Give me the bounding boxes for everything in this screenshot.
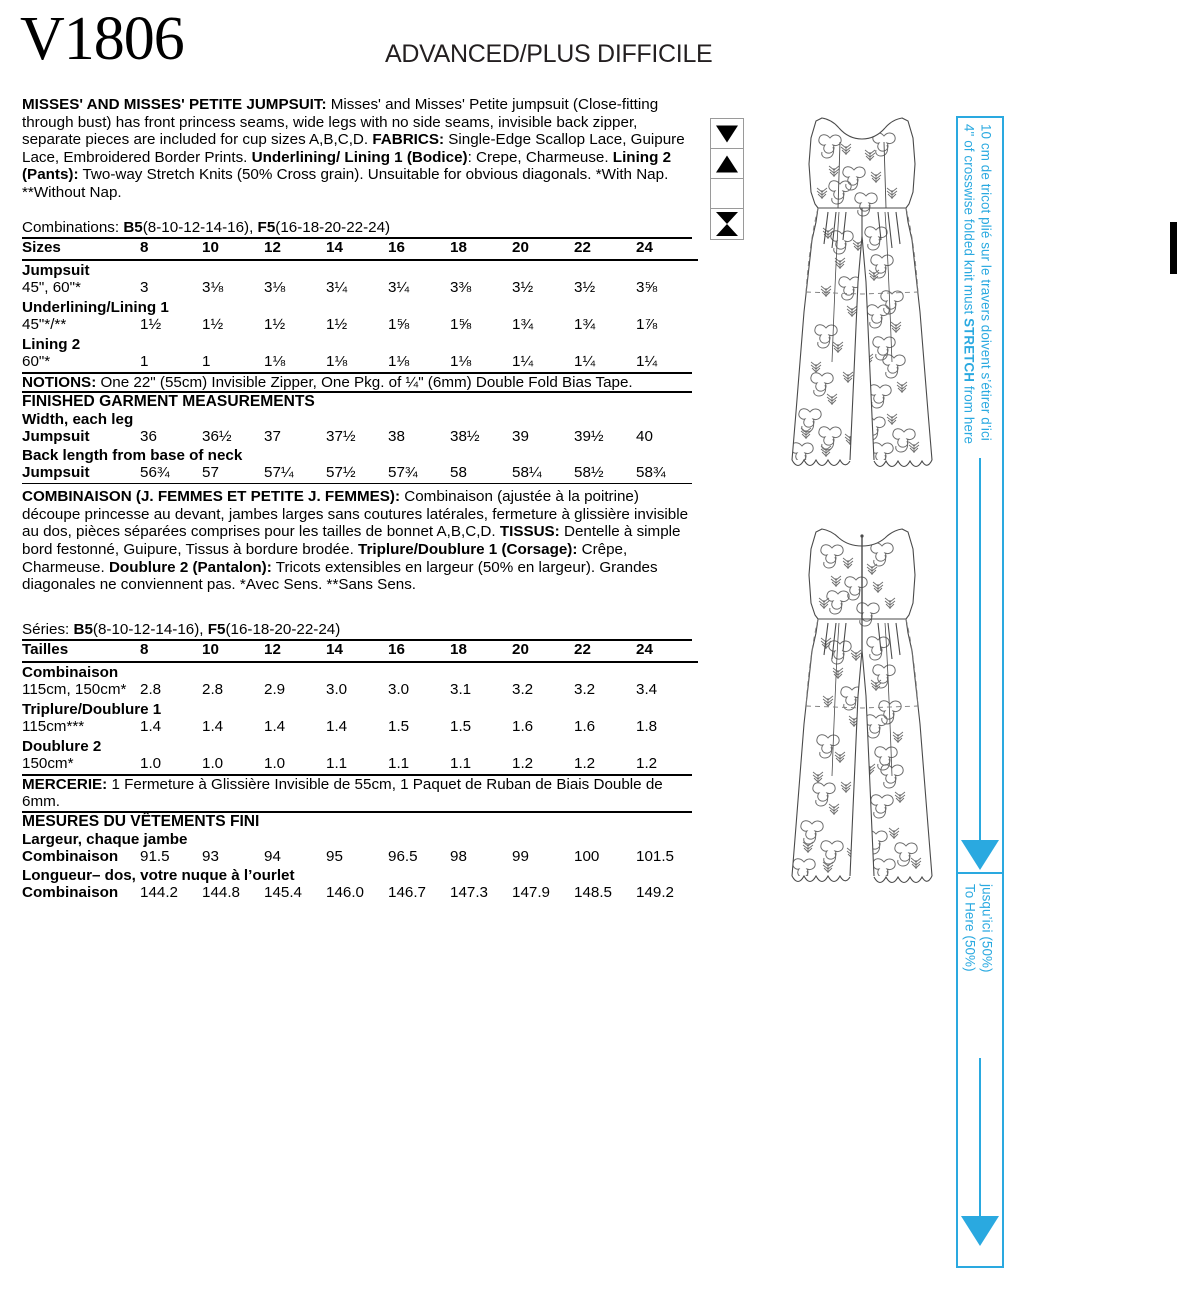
yardage-values-row: [22, 718, 698, 737]
back-scallop-hem: [792, 876, 932, 883]
yardage-value: 1⅛: [264, 352, 286, 370]
nap-symbol-box: [710, 118, 744, 240]
yardage-values-row: [22, 681, 698, 700]
size-header-label: Sizes: [22, 238, 61, 256]
fgm-heading-row: Back length from base of neck: [22, 447, 243, 465]
yardage-width-label: 115cm***: [22, 717, 85, 735]
size-col-16: 16: [388, 640, 405, 658]
yardage-value: 3: [140, 278, 149, 296]
yardage-value: 1⅝: [388, 315, 410, 333]
triangle-down-icon: [716, 125, 738, 142]
yardage-value: 1.2: [512, 754, 534, 772]
yardage-width-label: 45"*/**: [22, 315, 67, 333]
yardage-value: 1.1: [388, 754, 410, 772]
yardage-value: 3.4: [636, 680, 658, 698]
size-header-label: Tailles: [22, 640, 69, 658]
fgm-value: 101.5: [636, 847, 675, 865]
size-col-18: 18: [450, 640, 467, 658]
hourglass-icon: [716, 212, 738, 236]
yardage-group-row: Underlining/Lining 1: [22, 298, 169, 316]
fgm-value: 149.2: [636, 883, 675, 901]
yardage-value: 1¾: [574, 315, 596, 333]
fgm-value: 146.7: [388, 883, 427, 901]
yardage-value: 3⅛: [202, 278, 224, 296]
fgm-value: 91.5: [140, 847, 170, 865]
fgm-row-label: Jumpsuit: [22, 428, 90, 446]
front-outline: [792, 118, 932, 460]
french-fgm-title: MESURES DU VÊTEMENTS FINI: [22, 812, 260, 830]
fgm-value: 58: [450, 464, 467, 482]
fgm-values-row: [22, 884, 698, 903]
fgm-value: 36: [140, 428, 157, 446]
yardage-values-row: [22, 353, 698, 372]
fgm-value: 57½: [326, 464, 356, 482]
yardage-value: 3¼: [388, 278, 410, 296]
stretch-gauge: [956, 116, 1004, 1268]
fgm-value: 144.2: [140, 883, 179, 901]
gauge-arrow-bottom-icon: [961, 1216, 999, 1246]
fgm-value: 96.5: [388, 847, 418, 865]
yardage-value: 3.2: [512, 680, 534, 698]
english-fgm-title: FINISHED GARMENT MEASUREMENTS: [22, 393, 315, 411]
size-col-16: 16: [388, 238, 405, 256]
fgm-value: 145.4: [264, 883, 303, 901]
french-yardage-body: [22, 641, 698, 774]
yardage-values-row: [22, 279, 698, 298]
jumpsuit-front-view: [782, 112, 942, 484]
english-description: MISSES' AND MISSES' PETITE JUMPSUIT: Misses' and Misses' Petite jumpsuit (Close-fitting through bust) has front princess seams, wide legs with no side seams, invisible back zipper, separate pieces are included for cup sizes A,B,C,D. FABRICS: Single-Edge Scallop Lace, Guipure Lace, Embroidered Border Prints. Underlining/ Lining 1 (Bodice): Crepe, Charmeuse. Lining 2 (Pants): Two-way Stretch Knits (50% Cross grain). Unsuitable for obvious diagonals. *With Nap. **Without Nap.: [22, 96, 685, 201]
yardage-group-row: Jumpsuit: [22, 261, 90, 279]
size-header-row: [22, 641, 698, 658]
yardage-group-row: Doublure 2: [22, 737, 102, 755]
yardage-value: 1.4: [140, 717, 162, 735]
fgm-value: 148.5: [574, 883, 613, 901]
yardage-group-row: Combinaison: [22, 663, 119, 681]
fgm-row-label: Combinaison: [22, 883, 119, 901]
yardage-value: 1⅞: [636, 315, 658, 333]
fgm-value: 39½: [574, 428, 604, 446]
fgm-values-row: [22, 848, 698, 867]
yardage-value: 1⅛: [450, 352, 472, 370]
yardage-value: 1⅝: [450, 315, 472, 333]
fgm-value: 99: [512, 847, 529, 865]
fgm-value: 58½: [574, 464, 604, 482]
english-combinations: Combinations: B5(8-10-12-14-16), F5(16-18-20-22-24): [22, 218, 391, 236]
front-scallop-hem: [792, 460, 932, 467]
yardage-value: 2.8: [202, 680, 224, 698]
yardage-value: 1.1: [326, 754, 348, 772]
fgm-value: 37: [264, 428, 281, 446]
french-yardage-table: [22, 641, 698, 774]
fgm-heading-row: Largeur, chaque jambe: [22, 830, 188, 848]
size-col-20: 20: [512, 238, 529, 256]
fgm-value: 58¾: [636, 464, 666, 482]
yardage-values-row: [22, 755, 698, 774]
french-notions: MERCERIE: 1 Fermeture à Glissière Invisible de 55cm, 1 Paquet de Ruban de Biais Double de 6mm.: [22, 775, 663, 811]
yardage-value: 3.0: [326, 680, 348, 698]
size-col-14: 14: [326, 640, 343, 658]
yardage-value: 3¼: [326, 278, 348, 296]
yardage-value: 3⅝: [636, 278, 658, 296]
gauge-divider: [958, 872, 1002, 874]
yardage-value: 1.5: [450, 717, 472, 735]
yardage-width-label: 45", 60"*: [22, 278, 81, 296]
yardage-group-row: Lining 2: [22, 335, 81, 353]
fgm-value: 100: [574, 847, 600, 865]
size-header-row: [22, 239, 698, 256]
page-title: V1806: [20, 5, 184, 73]
size-col-24: 24: [636, 640, 653, 658]
yardage-value: 1.4: [326, 717, 348, 735]
edge-alignment-marker: [1170, 222, 1177, 274]
yardage-value: 1: [202, 352, 211, 370]
yardage-width-label: 60"*: [22, 352, 51, 370]
yardage-value: 1½: [202, 315, 224, 333]
yardage-value: 1.1: [450, 754, 472, 772]
yardage-value: 1⅛: [388, 352, 410, 370]
yardage-value: 1.4: [264, 717, 286, 735]
size-col-12: 12: [264, 640, 281, 658]
english-fgm-bottom-rule: [22, 483, 692, 484]
fgm-value: 36½: [202, 428, 232, 446]
french-fgm-body: [22, 831, 698, 903]
fgm-value: 40: [636, 428, 653, 446]
gauge-stem-lower: [979, 1058, 981, 1228]
yardage-value: 1½: [326, 315, 348, 333]
fgm-value: 58¼: [512, 464, 542, 482]
fgm-value: 98: [450, 847, 467, 865]
yardage-value: 1.5: [388, 717, 410, 735]
yardage-value: 3⅜: [450, 278, 472, 296]
yardage-value: 1.6: [574, 717, 596, 735]
fgm-row-label: Combinaison: [22, 847, 119, 865]
gauge-stem-upper: [979, 458, 981, 840]
yardage-width-label: 115cm, 150cm*: [22, 680, 127, 698]
fgm-value: 56¾: [140, 464, 170, 482]
english-yardage-table: [22, 239, 698, 372]
nap-cell-with-nap: [711, 119, 743, 149]
yardage-value: 3⅛: [264, 278, 286, 296]
fgm-value: 37½: [326, 428, 356, 446]
yardage-value: 1½: [140, 315, 162, 333]
yardage-value: 1.8: [636, 717, 658, 735]
fgm-value: 57: [202, 464, 219, 482]
size-col-22: 22: [574, 238, 591, 256]
difficulty-label: ADVANCED/PLUS DIFFICILE: [385, 40, 713, 68]
english-fgm-body: [22, 411, 698, 483]
gauge-bottom-text-en: To Here (50%): [962, 884, 978, 972]
size-col-24: 24: [636, 238, 653, 256]
fgm-values-row: [22, 428, 698, 447]
size-col-10: 10: [202, 640, 219, 658]
fgm-heading-row: Longueur– dos, votre nuque à l’ourlet: [22, 866, 295, 884]
yardage-value: 1¼: [512, 352, 534, 370]
gauge-text-en: 4" of crosswise folded knit must STRETCH from here: [961, 124, 977, 445]
yardage-group-row: Triplure/Doublure 1: [22, 700, 162, 718]
size-col-18: 18: [450, 238, 467, 256]
size-col-20: 20: [512, 640, 529, 658]
english-notions: NOTIONS: One 22" (55cm) Invisible Zipper, One Pkg. of ¼" (6mm) Double Fold Bias Tape.: [22, 373, 633, 391]
size-col-8: 8: [140, 238, 149, 256]
yardage-value: 3½: [512, 278, 534, 296]
yardage-value: 1½: [264, 315, 286, 333]
fgm-value: 94: [264, 847, 281, 865]
gauge-text-fr: 10 cm de tricot plié sur le travers doivent s’étirer d’ici: [978, 124, 994, 441]
french-fgm-table: [22, 831, 698, 903]
info-column: [22, 96, 692, 903]
fgm-value: 147.3: [450, 883, 489, 901]
size-col-10: 10: [202, 238, 219, 256]
english-yardage-body: [22, 239, 698, 372]
yardage-value: 2.8: [140, 680, 162, 698]
fgm-row-label: Jumpsuit: [22, 464, 90, 482]
yardage-value: 1¼: [574, 352, 596, 370]
yardage-value: 1¾: [512, 315, 534, 333]
yardage-value: 1.4: [202, 717, 224, 735]
nap-cell-with-nap-alt: [711, 149, 743, 179]
yardage-values-row: [22, 316, 698, 335]
fgm-value: 57¼: [264, 464, 294, 482]
fgm-value: 147.9: [512, 883, 551, 901]
yardage-value: 1.0: [264, 754, 286, 772]
back-center-zipper: [860, 534, 863, 650]
yardage-value: 1.2: [574, 754, 596, 772]
fgm-values-row: [22, 464, 698, 483]
triangle-up-icon: [716, 155, 738, 172]
french-description: COMBINAISON (J. FEMMES ET PETITE J. FEMMES): Combinaison (ajustée à la poitrine) découpe princesse au devant, jambes larges sans coutures latérales, fermeture à glissière invisible au dos, pièces séparées comprises pour les tailles de bonnet A,B,C,D. TISSUS: Dentelle à simple bord festonné, Guipure, Tissus à bordure brodée. Triplure/Doublure 1 (Corsage): Crêpe, Charmeuse. Doublure 2 (Pantalon): Tricots extensibles en largeur (50% en largeur). Grandes diagonales ne conviennent pas. *Avec Sens. **Sans Sens.: [22, 488, 689, 594]
french-series: Séries: B5(8-10-12-14-16), F5(16-18-20-22-24): [22, 620, 341, 638]
yardage-value: 1.6: [512, 717, 534, 735]
nap-cell-without-nap: [711, 209, 743, 239]
fgm-value: 38: [388, 428, 405, 446]
yardage-value: 1¼: [636, 352, 658, 370]
size-col-22: 22: [574, 640, 591, 658]
nap-cell-blank: [711, 179, 743, 209]
size-col-14: 14: [326, 238, 343, 256]
yardage-value: 3.0: [388, 680, 410, 698]
fgm-value: 146.0: [326, 883, 365, 901]
fgm-heading-row: Width, each leg: [22, 411, 134, 429]
size-col-8: 8: [140, 640, 149, 658]
jumpsuit-back-view: [782, 524, 942, 904]
fgm-value: 93: [202, 847, 219, 865]
fgm-value: 39: [512, 428, 529, 446]
fgm-value: 144.8: [202, 883, 241, 901]
gauge-bottom-text-fr: jusqu’ici (50%): [979, 884, 995, 973]
fgm-value: 95: [326, 847, 343, 865]
yardage-value: 2.9: [264, 680, 286, 698]
english-fgm-table: [22, 411, 698, 483]
yardage-value: 1.0: [140, 754, 162, 772]
gauge-arrow-mid-icon: [961, 840, 999, 870]
size-col-12: 12: [264, 238, 281, 256]
yardage-value: 3½: [574, 278, 596, 296]
yardage-width-label: 150cm*: [22, 754, 74, 772]
yardage-value: 3.1: [450, 680, 472, 698]
yardage-value: 3.2: [574, 680, 596, 698]
yardage-value: 1: [140, 352, 149, 370]
yardage-value: 1.2: [636, 754, 658, 772]
fgm-value: 38½: [450, 428, 480, 446]
fgm-value: 57¾: [388, 464, 418, 482]
yardage-value: 1⅛: [326, 352, 348, 370]
yardage-value: 1.0: [202, 754, 224, 772]
